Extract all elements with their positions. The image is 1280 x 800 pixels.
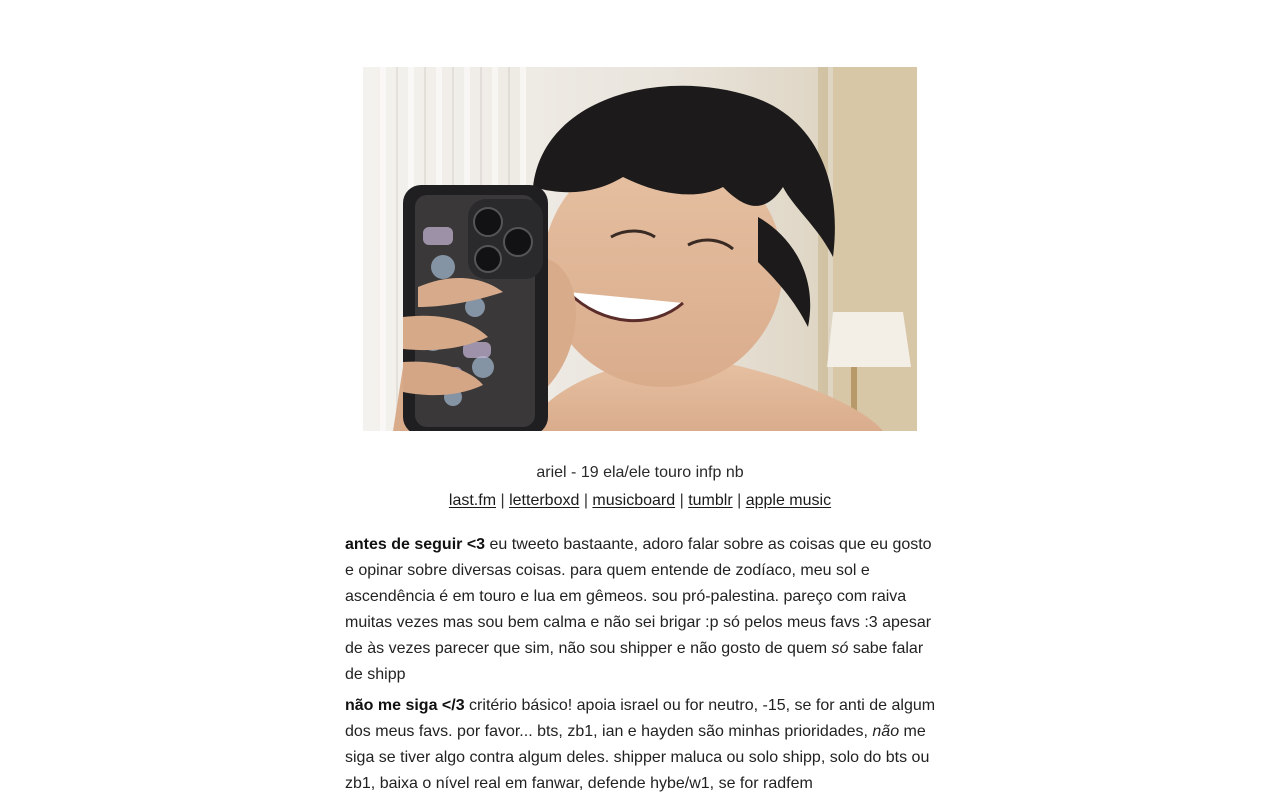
profile-links <box>0 489 1280 513</box>
bio-before-follow-emphasis: só <box>831 640 849 657</box>
bio-before-follow <box>345 532 937 688</box>
link-separator: | <box>500 492 505 509</box>
link-separator: | <box>583 492 588 509</box>
profile-summary-text: ariel - 19 ela/ele touro infp nb <box>536 464 744 481</box>
link-lastfm[interactable]: last.fm <box>448 492 497 509</box>
profile-photo <box>363 67 917 431</box>
link-separator: | <box>737 492 742 509</box>
link-apple-music[interactable]: apple music <box>745 492 832 509</box>
link-separator: | <box>679 492 684 509</box>
selfie-illustration <box>363 67 917 431</box>
bio-dont-follow-text-a: critério básico! apoia israel ou for neutro, -15, se for anti de algum dos meus favs. por favor... bts, zb1, ian e hayden são minhas prioridades, <box>345 697 936 740</box>
link-tumblr[interactable]: tumblr <box>688 492 733 509</box>
bio-dont-follow-emphasis: não <box>872 723 900 740</box>
bio-before-follow-text-a: eu tweeto bastaante, adoro falar sobre as coisas que eu gosto e opinar sobre diversas coisas. para quem entende de zodíaco, meu sol e ascendência é em touro e lua em gêmeos. sou pró-palestina. pareço com raiva muitas vezes mas sou bem calma e não sei brigar :p só pelos meus favs :3 apesar de às vezes parecer que sim, não sou shipper e não gosto de quem <box>345 536 932 657</box>
bio-dont-follow-text-b: me siga se tiver algo contra algum deles. shipper maluca ou solo shipp, solo do bts ou zb1, baixa o nível real em fanwar, defende hybe/w1, se for radfem <box>345 723 930 792</box>
bio-dont-follow-heading: não me siga </3 <box>345 697 465 714</box>
link-letterboxd[interactable]: letterboxd <box>509 492 580 509</box>
profile-summary <box>0 461 1280 485</box>
link-musicboard[interactable]: musicboard <box>592 492 676 509</box>
bio-dont-follow <box>345 693 937 797</box>
bio-before-follow-heading: antes de seguir <3 <box>345 536 486 553</box>
bio-before-follow-text-b: sabe falar de shipp <box>345 640 924 683</box>
